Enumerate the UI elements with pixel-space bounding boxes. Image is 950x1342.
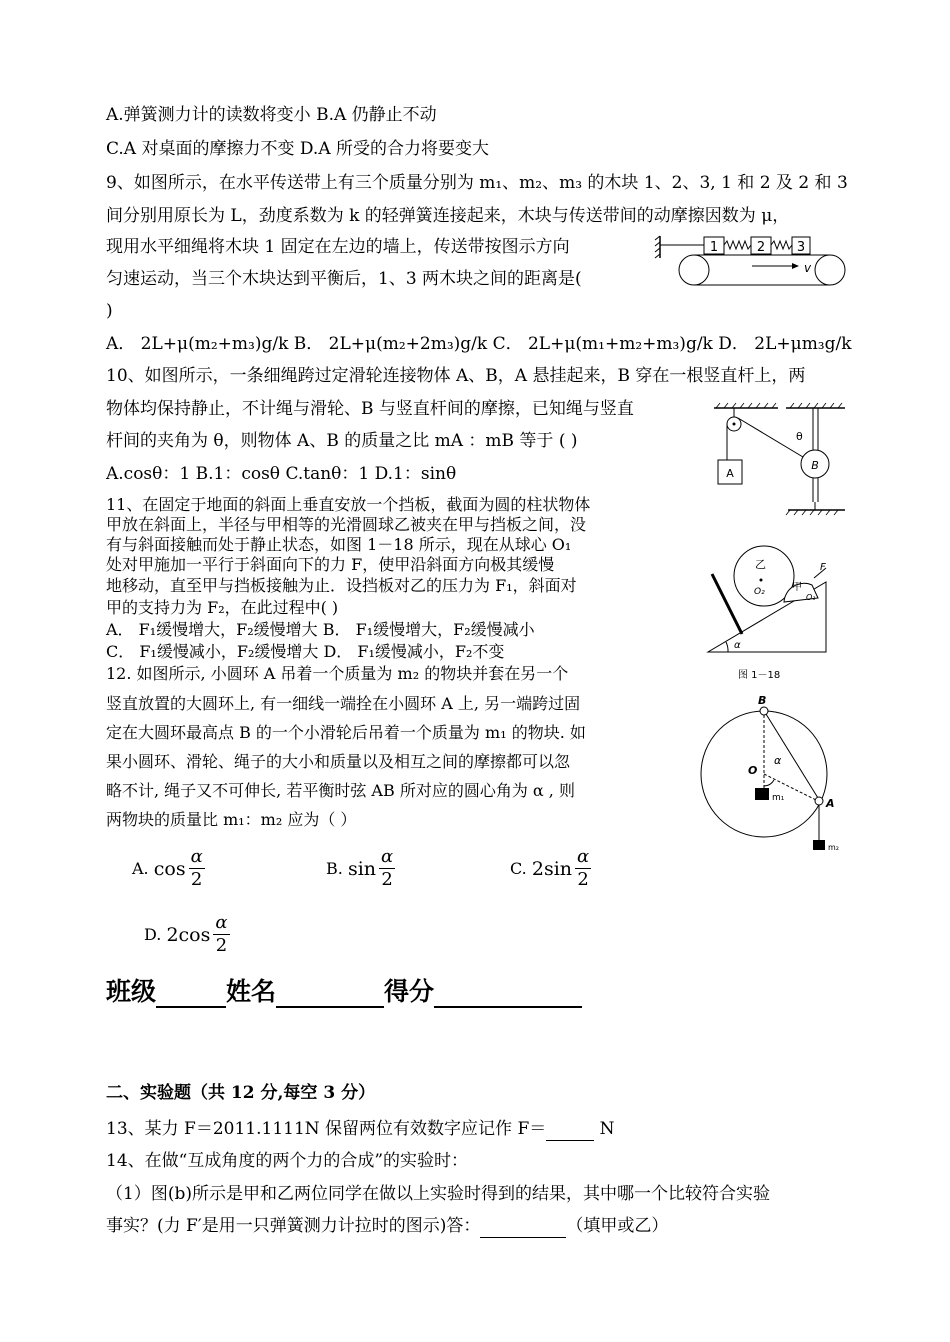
option-c-den: 2 <box>577 869 589 890</box>
name-label: 姓名 <box>226 977 277 1006</box>
q12-line-4: 果小圆环、滑轮、绳子的大小和质量以及相互之间的摩擦都可以忽 <box>106 752 571 771</box>
q13-line <box>106 1118 615 1141</box>
q14-line-1: 14、在做“互成角度的两个力的合成”的实验时： <box>106 1151 469 1171</box>
option-c-num: α <box>577 846 590 867</box>
ring-figure <box>698 690 853 855</box>
q12-line-2: 竖直放置的大圆环上, 有一细线一端拴在小圆环 A 上, 另一端跨过固 <box>106 694 581 713</box>
section-2-heading: 二、实验题（共 12 分,每空 3 分） <box>106 1083 376 1103</box>
score-label: 得分 <box>384 977 435 1006</box>
ball-b-label: B <box>811 459 819 472</box>
q12-option-a <box>132 846 205 891</box>
score-blank[interactable] <box>434 1006 582 1008</box>
velocity-label: v <box>804 261 812 275</box>
option-d-num: α <box>215 912 228 933</box>
q14-line-2: （1）图(b)所示是甲和乙两位同学在做以上实验时得到的结果，其中哪一个比较符合实验 <box>106 1184 770 1204</box>
q14-answer-blank[interactable] <box>480 1215 566 1238</box>
force-f-label: F <box>820 562 826 573</box>
option-a-fn: cos <box>153 857 186 880</box>
q12-option-b <box>326 846 395 891</box>
q9-line-4: 匀速运动，当三个木块达到平衡后，1、3 两木块之间的距离是( <box>106 269 582 289</box>
q8-line-2: C.A 对桌面的摩擦力不变 D.A 所受的合力将要变大 <box>106 139 489 159</box>
block-3-label: 3 <box>796 240 806 255</box>
ball-yi-label: 乙 <box>755 558 766 571</box>
q11-option-cd: C． F₁缓慢减小，F₂缓慢增大 D． F₁缓慢减小，F₂不变 <box>106 642 505 661</box>
conveyor-figure <box>652 230 852 292</box>
class-blank[interactable] <box>156 1006 226 1008</box>
option-a-den: 2 <box>190 869 203 890</box>
q13-unit: N <box>594 1119 615 1139</box>
q11-option-ab: A． F₁缓慢增大，F₂缓慢增大 B． F₁缓慢增大，F₂缓慢减小 <box>106 620 535 639</box>
q10-line-3: 杆间的夹角为 θ，则物体 A、B 的质量之比 mA ：mB 等于 ( ) <box>106 431 578 451</box>
m2-label: m₂ <box>828 843 839 852</box>
block-1-label: 1 <box>709 240 719 255</box>
option-d-prefix: D. <box>144 925 162 944</box>
class-label: 班级 <box>106 977 157 1006</box>
q12-line-6: 两物块的质量比 m₁：m₂ 应为（ ） <box>106 810 357 829</box>
incline-figure <box>700 540 835 685</box>
q9-line-3: 现用水平细绳将木块 1 固定在左边的墙上，传送带按图示方向 <box>106 237 570 257</box>
q9-line-5: ) <box>106 301 113 321</box>
figure-caption: 图 1－18 <box>738 670 781 681</box>
pulley-figure <box>700 402 850 517</box>
q13-answer-blank[interactable] <box>546 1118 594 1141</box>
option-b-fn: sin <box>347 857 377 880</box>
q12-option-c <box>510 846 591 891</box>
q11-line-6: 甲的支持力为 F₂，在此过程中( ) <box>106 598 339 617</box>
option-d-den: 2 <box>215 935 228 956</box>
q8-line-1: A.弹簧测力计的读数将变小 B.A 仍静止不动 <box>106 105 437 125</box>
q11-line-4: 处对甲施加一平行于斜面向下的力 F，使甲沿斜面方向极其缓慢 <box>106 555 555 574</box>
q10-options: A.cosθ：1 B.1：cosθ C.tanθ：1 D.1：sinθ <box>106 464 457 484</box>
q11-line-1: 11、在固定于地面的斜面上垂直安放一个挡板，截面为圆的柱状物体 <box>106 495 591 514</box>
q10-line-1: 10、如图所示，一条细绳跨过定滑轮连接物体 A、B，A 悬挂起来，B 穿在一根竖直杆上，两 <box>106 366 806 386</box>
q14-line-3-tail: （填甲或乙） <box>566 1216 669 1236</box>
option-c-fn: 2sin <box>531 857 573 880</box>
student-info-line <box>106 972 582 1008</box>
q14-line-3 <box>106 1215 668 1238</box>
o2-label: O₂ <box>754 587 765 597</box>
q12-line-1: 12. 如图所示, 小圆环 A 吊着一个质量为 m₂ 的物块并套在另一个 <box>106 664 569 683</box>
q9-line-2: 间分别用原长为 L，劲度系数为 k 的轻弹簧连接起来，木块与传送带间的动摩擦因数为 μ， <box>106 206 790 226</box>
q11-line-5: 地移动，直至甲与挡板接触为止．设挡板对乙的压力为 F₁，斜面对 <box>106 576 577 595</box>
option-a-num: α <box>190 846 203 867</box>
alpha-angle-label: α <box>734 640 741 651</box>
point-b-label: B <box>758 694 767 707</box>
option-d-fn: 2cos <box>166 923 211 946</box>
q12-option-d <box>144 912 230 957</box>
point-a-label: A <box>826 797 835 810</box>
alpha-label: α <box>774 754 782 767</box>
name-blank[interactable] <box>276 1006 384 1008</box>
m1-label: m₁ <box>772 793 785 803</box>
jia-label: 甲 <box>792 582 802 593</box>
option-a-prefix: A. <box>132 859 149 878</box>
q12-line-5: 略不计, 绳子又不可伸长, 若平衡时弦 AB 所对应的圆心角为 α , 则 <box>106 781 575 800</box>
option-b-den: 2 <box>381 869 393 890</box>
option-b-num: α <box>381 846 394 867</box>
q11-line-2: 甲放在斜面上，半径与甲相等的光滑圆球乙被夹在甲与挡板之间，没 <box>106 515 587 534</box>
option-c-prefix: C. <box>510 859 527 878</box>
block-a-label: A <box>726 467 734 480</box>
center-o-label: O <box>748 764 758 777</box>
block-2-label: 2 <box>756 240 766 255</box>
q12-line-3: 定在大圆环最高点 B 的一个小滑轮后吊着一个质量为 m₁ 的物块. 如 <box>106 723 586 742</box>
mass-m2 <box>813 840 825 850</box>
mass-m1 <box>755 788 769 800</box>
q10-line-2: 物体均保持静止，不计绳与滑轮、B 与竖直杆间的摩擦，已知绳与竖直 <box>106 399 634 419</box>
q13-text: 13、某力 F＝2011.1111N 保留两位有效数字应记作 F＝ <box>106 1119 547 1139</box>
q9-line-1: 9、如图所示，在水平传送带上有三个质量分别为 m₁、m₂、m₃ 的木块 1、2、3, 1 和 2 及 2 和 3 <box>106 173 848 193</box>
q9-options: A． 2L+μ(m₂+m₃)g/k B． 2L+μ(m₂+2m₃)g/k C． 2L+μ(m₁+m₂+m₃)g/k D． 2L+μm₃g/k <box>106 334 852 354</box>
o1-label: O₁ <box>806 593 816 602</box>
q14-line-3-text: 事实？(力 F′是用一只弹簧测力计拉时的图示)答： <box>106 1216 481 1236</box>
theta-label: θ <box>796 430 803 443</box>
q11-line-3: 有与斜面接触而处于静止状态，如图 1－18 所示，现在从球心 O₁ <box>106 535 572 554</box>
option-b-prefix: B. <box>326 859 343 878</box>
